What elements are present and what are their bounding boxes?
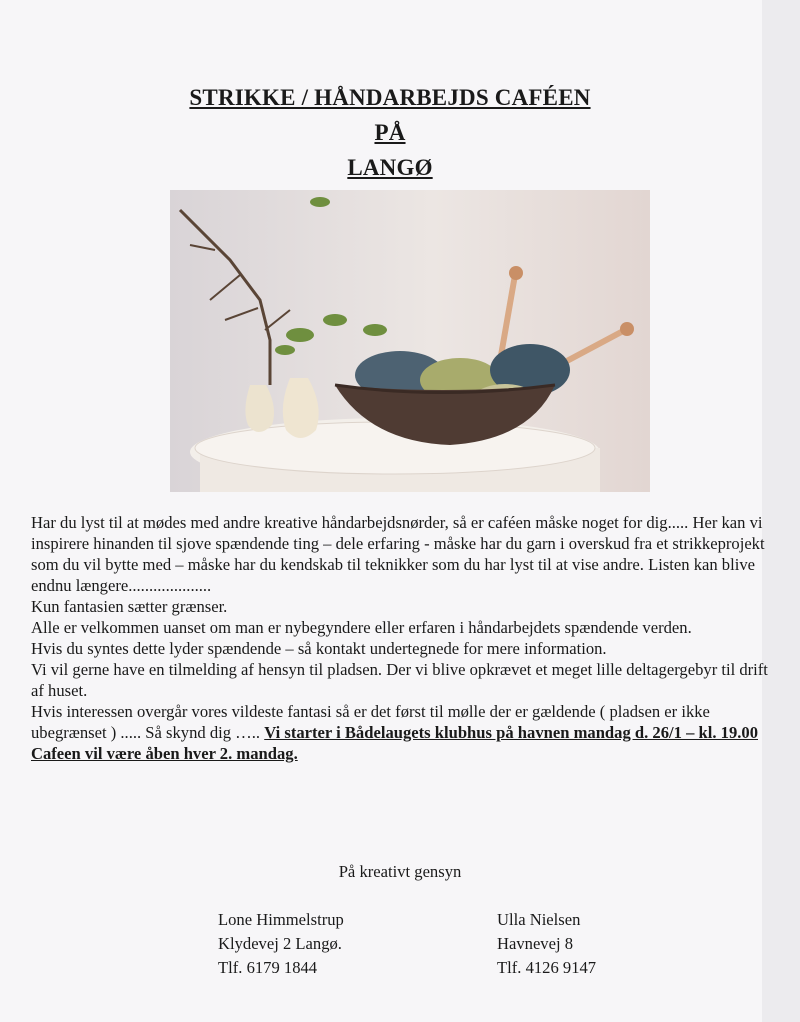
body-paragraph-6-text: Hvis interessen overgår vores vildeste fantasi så er det først til mølle der er gældende ( pladsen er ikke ubegrænset ) ..... Så skynd dig ….. [31, 702, 710, 742]
body-paragraph-4: Hvis du syntes dette lyder spændende – så kontakt undertegnede for mere information. [31, 639, 607, 658]
start-announcement: Vi starter i Bådelaugets klubhus på havnen mandag d. 26/1 – kl. 19.00 [264, 723, 758, 742]
title-line-3: LANGØ [347, 155, 433, 180]
contact-phone: Tlf. 4126 9147 [497, 958, 597, 977]
contact-name: Ulla Nielsen [497, 910, 581, 929]
closing-line: På kreativt gensyn [338, 862, 462, 881]
contact-card [497, 908, 596, 980]
contact-address: Klydevej 2 Langø. [218, 934, 342, 953]
body-paragraph-7 [31, 743, 771, 764]
title-line-2: PÅ [374, 120, 406, 145]
contact-phone: Tlf. 6179 1844 [218, 958, 318, 977]
body-paragraph-2: Kun fantasien sætter grænser. [31, 597, 228, 616]
body-paragraph-1: Har du lyst til at mødes med andre kreative håndarbejdsnørder, så er caféen måske noget for dig..... Her kan vi inspirere hinanden til sjove spændende ting – dele erfaring - måske har du garn i overskud fra et strikkeprojekt som du vil bytte med – måske har du kendskab til teknikker som du har lyst til at vise andre. Listen kan blive endnu længere.................... [31, 513, 765, 595]
body-paragraph-6 [31, 701, 771, 743]
schedule-announcement: Cafeen vil være åben hver 2. mandag. [31, 744, 298, 763]
body-paragraph-3: Alle er velkommen uanset om man er nybegyndere eller erfaren i håndarbejdets spændende verden. [31, 618, 692, 637]
contact-name: Lone Himmelstrup [218, 910, 344, 929]
contact-card [218, 908, 344, 980]
title-line-1: STRIKKE / HÅNDARBEJDS CAFÉEN [189, 85, 591, 110]
flyer-body [31, 512, 771, 764]
body-paragraph-5: Vi vil gerne have en tilmelding af hensyn til pladsen. Der vi blive opkrævet et meget lille deltagergebyr til drift af huset. [31, 660, 768, 700]
contact-address: Havnevej 8 [497, 934, 574, 953]
flyer-title [0, 80, 780, 185]
knitting-basket-photo [170, 190, 650, 492]
